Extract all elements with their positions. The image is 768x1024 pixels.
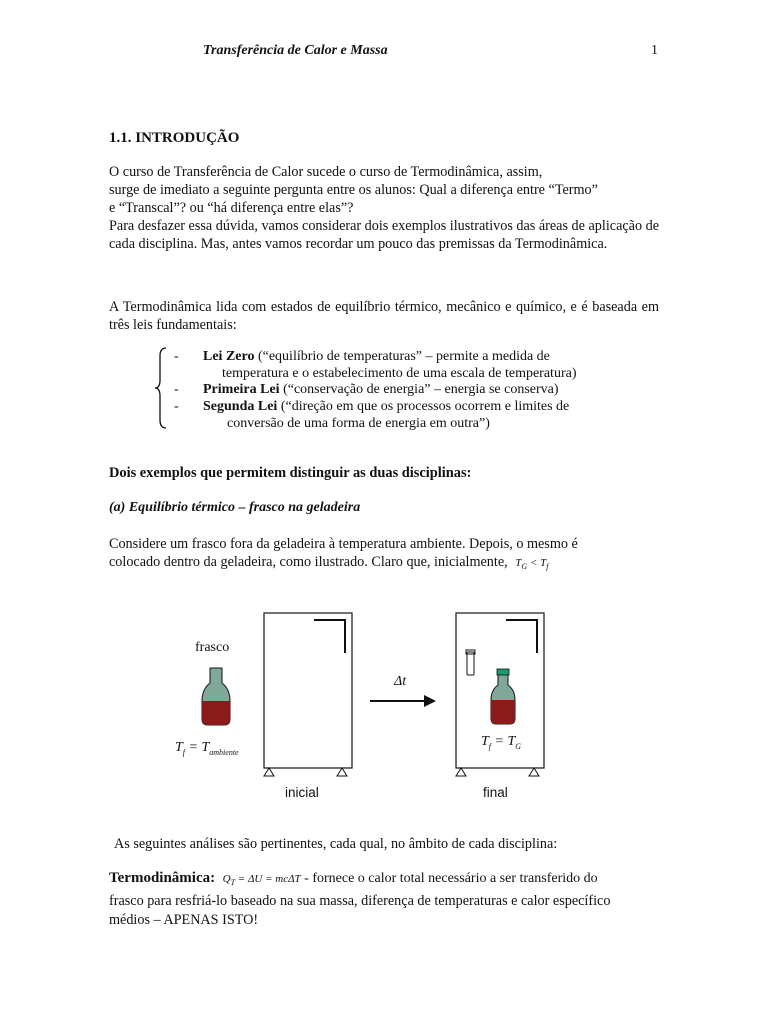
- formula-subscript: G: [515, 741, 522, 751]
- law-dash: -: [174, 399, 179, 414]
- example-a-text: [109, 535, 578, 576]
- law-dash: -: [174, 349, 179, 364]
- brace-icon: [152, 346, 172, 430]
- page-number: 1: [651, 43, 658, 58]
- thermo-analysis-line-1: [109, 869, 659, 892]
- condition-formula: [515, 557, 549, 572]
- formula-subscript: f: [488, 741, 492, 751]
- initial-equation: [175, 740, 239, 757]
- formula-subscript: ambiente: [209, 747, 239, 757]
- formula-operator: < T: [527, 557, 547, 569]
- intro-line-2: surge de imediato a seguinte pergunta entre os alunos: Qual a diferença entre “Termo”: [109, 182, 598, 198]
- law-dash: -: [174, 382, 179, 397]
- law-zero: [203, 349, 550, 365]
- law-desc: (“direção em que os processos ocorrem e limites de: [280, 399, 570, 414]
- intro-paragraph-2: Para desfazer essa dúvida, vamos considerar dois exemplos ilustrativos das áreas de aplicação de cada disciplina. Mas, antes vamos recordar um pouco das premissas da Termodinâmica.: [109, 218, 659, 252]
- intro-line-1: O curso de Transferência de Calor sucede o curso de Termodinâmica, assim,: [109, 164, 543, 180]
- example-a-line-2-text: colocado dentro da geladeira, como ilustrado. Claro que, inicialmente,: [109, 554, 508, 570]
- law-first: [203, 382, 559, 398]
- formula-subscript: T: [230, 878, 236, 888]
- thermo-analysis: [109, 869, 659, 930]
- time-arrow: [370, 695, 436, 707]
- fridge-diagram: [160, 605, 560, 785]
- delta-t-label: Δt: [394, 674, 407, 689]
- final-label: final: [483, 785, 508, 800]
- thermo-analysis-label: Termodinâmica:: [109, 870, 216, 886]
- heat-formula: [222, 873, 301, 888]
- law-second: [203, 399, 569, 415]
- law-name: Lei Zero: [203, 349, 255, 364]
- thermo-analysis-line-2: frasco para resfriá-lo baseado na sua massa, diferença de temperaturas e calor específico: [109, 893, 611, 910]
- example-a-heading: (a) Equilíbrio térmico – frasco na geladeira: [109, 500, 361, 515]
- running-header-title: Transferência de Calor e Massa: [203, 43, 388, 58]
- law-name: Primeira Lei: [203, 382, 280, 397]
- law-name: Segunda Lei: [203, 399, 278, 414]
- formula-subscript: f: [546, 562, 549, 572]
- initial-label: inicial: [285, 785, 319, 800]
- intro-paragraph: [109, 163, 659, 253]
- fridge-initial: [264, 613, 352, 776]
- section-heading: 1.1. INTRODUÇÃO: [109, 130, 240, 146]
- thermo-analysis-text: - fornece o calor total necessário a ser transferido do: [300, 871, 598, 886]
- formula-symbol: T: [481, 734, 489, 749]
- intro-line-3: e “Transcal”? ou “há diferença entre elas”?: [109, 200, 354, 216]
- law-desc: (“equilíbrio de temperaturas” – permite a medida de: [257, 349, 550, 364]
- formula-symbol: = T: [491, 734, 516, 749]
- bottle-initial: [202, 668, 230, 725]
- final-equation: [481, 734, 521, 751]
- formula-subscript: f: [182, 747, 186, 757]
- example-a-line-2: [109, 553, 578, 576]
- analysis-intro: As seguintes análises são pertinentes, cada qual, no âmbito de cada disciplina:: [114, 836, 558, 852]
- thermo-intro-paragraph: A Termodinâmica lida com estados de equilíbrio térmico, mecânico e químico, e é baseada em três leis fundamentais:: [109, 299, 659, 333]
- formula-subscript: G: [521, 562, 528, 572]
- formula-symbol: T: [175, 740, 183, 755]
- formula-symbol: = T: [185, 740, 210, 755]
- law-desc-continued: conversão de uma forma de energia em outra”): [227, 416, 490, 431]
- frasco-label: frasco: [195, 640, 230, 655]
- examples-heading: Dois exemplos que permitem distinguir as duas disciplinas:: [109, 465, 472, 481]
- thermo-analysis-line-3: médios – APENAS ISTO!: [109, 912, 259, 929]
- formula-rest: = ΔU = mcΔT: [235, 873, 301, 885]
- example-a-line-1: Considere um frasco fora da geladeira à temperatura ambiente. Depois, o mesmo é: [109, 536, 578, 552]
- bottle-final: [491, 669, 515, 724]
- law-desc-continued: temperatura e o estabelecimento de uma escala de temperatura): [222, 366, 577, 381]
- law-desc: (“conservação de energia” – energia se conserva): [279, 382, 559, 397]
- formula-symbol: Q: [222, 873, 231, 885]
- formula-symbol: T: [515, 557, 522, 569]
